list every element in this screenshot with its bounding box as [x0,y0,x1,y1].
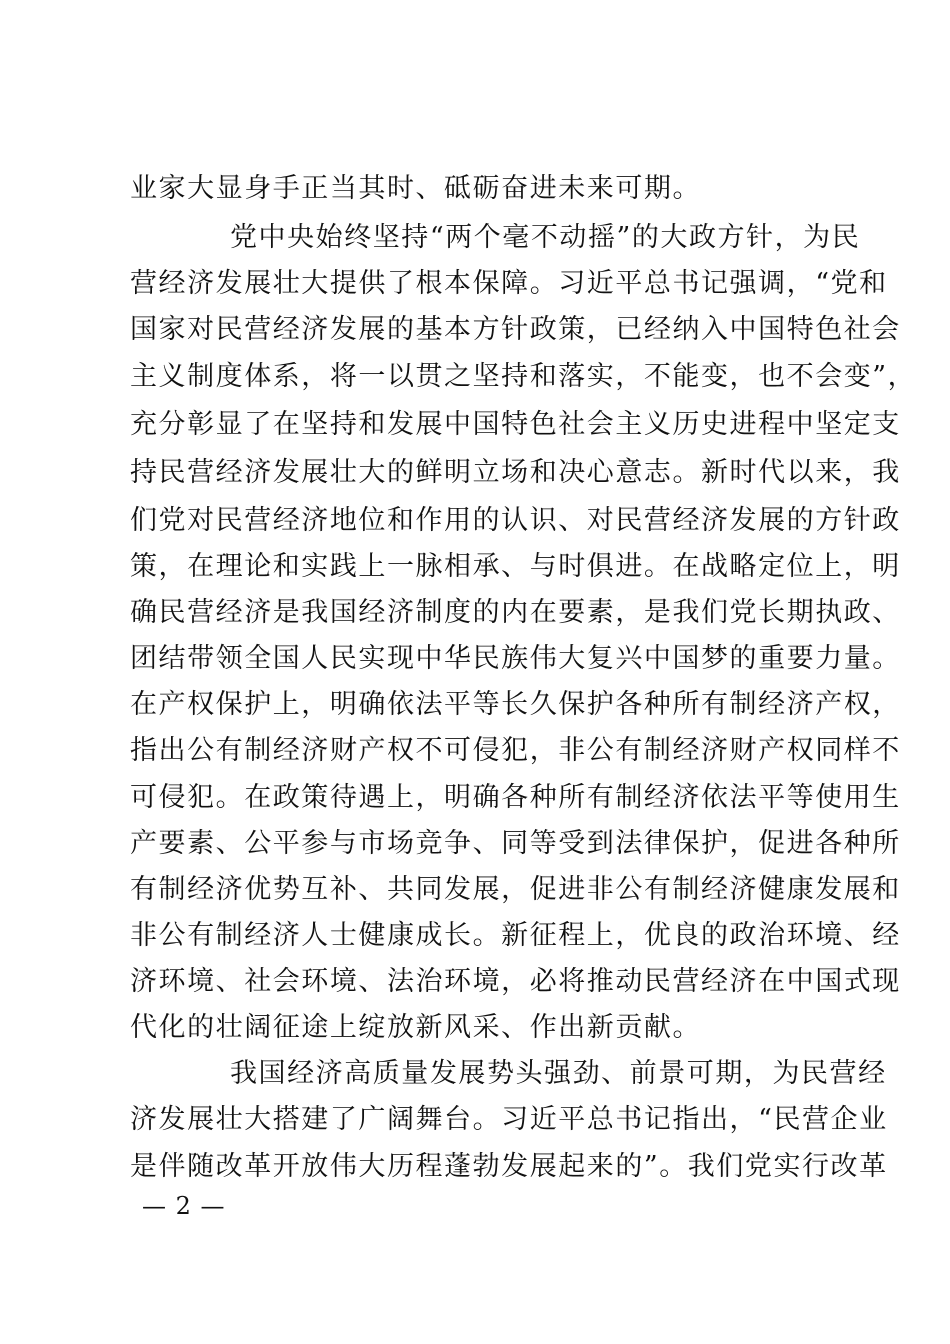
text-line-19: 代化的壮阔征途上绽放新风采、作出新贡献。 [130,1012,701,1043]
text-line-16: 有制经济优势互补、共同发展，促进非公有制经济健康发展和 [130,874,901,905]
text-line-11: 团结带领全国人民实现中华民族伟大复兴中国梦的重要力量。 [130,643,901,674]
text-line-21: 济发展壮大搭建了广阔舞台。习近平总书记指出，“民营企业 [130,1104,888,1135]
text-line-4: 国家对民营经济发展的基本方针政策，已经纳入中国特色社会 [130,314,901,345]
text-line-14: 可侵犯。在政策待遇上，明确各种所有制经济依法平等使用生 [130,782,901,813]
text-line-3: 营经济发展壮大提供了根本保障。习近平总书记强调，“党和 [130,268,888,299]
text-line-7: 持民营经济发展壮大的鲜明立场和决心意志。新时代以来，我 [130,457,901,488]
text-line-15: 产要素、公平参与市场竞争、同等受到法律保护，促进各种所 [130,828,901,859]
text-line-6: 充分彰显了在坚持和发展中国特色社会主义历史进程中坚定支 [130,409,901,440]
text-line-8: 们党对民营经济地位和作用的认识、对民营经济发展的方针政 [130,505,901,536]
paragraph-3-first-line: 我国经济高质量发展势头强劲、前景可期，为民营经 [230,1058,887,1089]
text-line-13: 指出公有制经济财产权不可侵犯，非公有制经济财产权同样不 [130,735,901,766]
text-line-12: 在产权保护上，明确依法平等长久保护各种所有制经济产权， [130,689,901,720]
text-line-5: 主义制度体系，将一以贯之坚持和落实，不能变，也不会变”， [130,361,917,392]
text-line-1: 业家大显身手正当其时、砥砺奋进未来可期。 [130,173,701,204]
text-line-18: 济环境、社会环境、法治环境，必将推动民营经济在中国式现 [130,966,901,997]
paragraph-2-first-line: 党中央始终坚持“两个毫不动摇”的大政方针，为民 [230,222,861,253]
text-line-22: 是伴随改革开放伟大历程蓬勃发展起来的”。我们党实行改革 [130,1151,888,1182]
page-number: — 2 — [142,1192,226,1220]
text-line-9: 策，在理论和实践上一脉相承、与时俱进。在战略定位上，明 [130,551,901,582]
text-line-17: 非公有制经济人士健康成长。新征程上，优良的政治环境、经 [130,920,901,951]
text-line-10: 确民营经济是我国经济制度的内在要素，是我们党长期执政、 [130,597,901,628]
